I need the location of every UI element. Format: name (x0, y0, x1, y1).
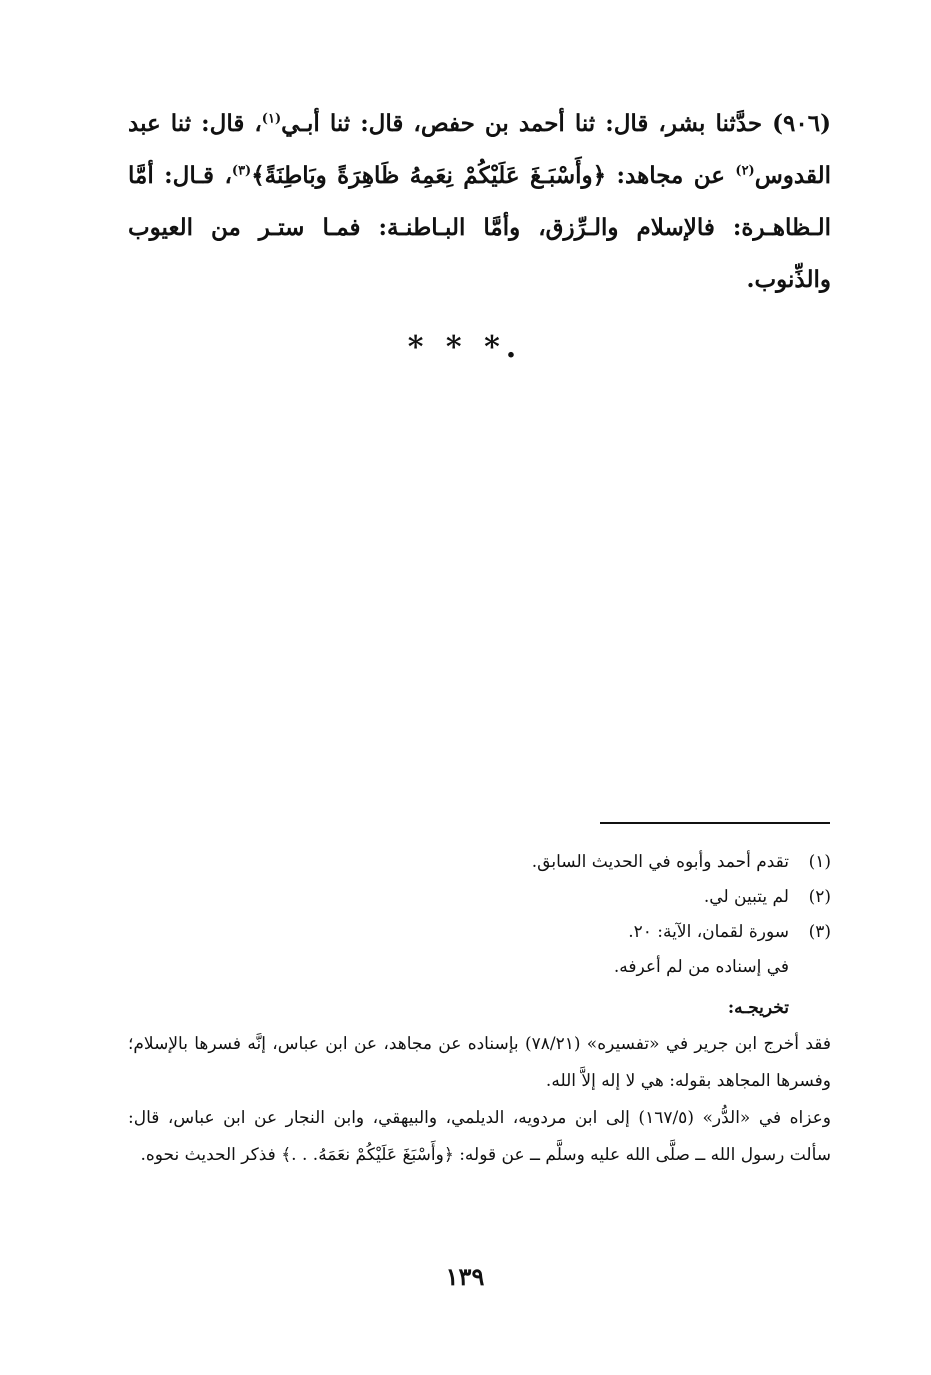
footnote-item (128, 915, 831, 950)
footnote-text: تقدم أحمد وأبوه في الحديث السابق. (531, 852, 789, 872)
hadith-line-2-end: ، (224, 162, 232, 189)
section-separator: * * *. (407, 330, 523, 365)
footnote-number: (٣) (808, 922, 831, 942)
hadith-line-3: قـال: أمَّا الـظاهـرة: فالإسلام والـرِّزق، وأمَّا البـاطنـة: فمـا ستـر من العيوب والذِّنوب. (128, 162, 831, 293)
takhrij-paragraph-1: فقد أخرج ابن جرير في «تفسيره» (٧٨/٢١) بإسناده عن مجاهد، عن ابن عباس، إنَّه فسرها بالإسلام؛ وفسرها المجاهد بقوله: هي لا إله إلاَّ الله. (128, 1034, 831, 1091)
hadith-number: (٩٠٦) (772, 110, 831, 137)
footnote-item (128, 880, 831, 915)
footnotes (128, 845, 831, 1174)
footnote-number: (٢) (808, 887, 831, 907)
page-number: ١٣٩ (445, 1262, 485, 1291)
hadith-line-1: حدَّثنا بشر، قال: ثنا أحمد بن حفص، قال: ثنا أبـي (281, 110, 763, 137)
hadith-line-2: ثنا عبد القدوس (128, 110, 831, 189)
footnote-ref-2[interactable]: (٢) (735, 163, 755, 179)
footnote-item (128, 845, 831, 880)
quran-quote: عن مجاهد: ﴿وأَسْبَـغَ عَلَيْكُمْ نِعَمِهُ ظَاهِرَةً وبَاطِنَةً﴾ (251, 162, 736, 189)
takhrij-paragraph-2: وعزاه في «الدُّر» (١٦٧/٥) إلى ابن مردويه، الديلمي، والبيهقي، وابن النجار عن ابن عباس، قال: سألت رسول الله ــ صلَّى الله عليه وسلَّم ــ عن قوله: ﴿وأَسْبَغَ عَلَيْكُمْ نعَمَهُ. . .﴾ فذكر الحديث نحوه. (128, 1108, 831, 1165)
footnote-text: لم يتبين لي. (703, 887, 789, 907)
footnote-ref-3[interactable]: (٣) (231, 163, 252, 179)
footnote-ref-1[interactable]: (١) (261, 111, 282, 127)
takhrij-heading: تخريجـه: (727, 998, 789, 1018)
footnote-divider (600, 822, 830, 824)
footnote-number: (١) (808, 852, 831, 872)
footnote-continuation: في إسناده من لم أعرفه. (613, 957, 789, 977)
footnote-text: سورة لقمان، الآية: ٢٠. (628, 922, 789, 942)
hadith-line-1-end: ، قال: (201, 110, 262, 137)
hadith-text (128, 98, 831, 306)
